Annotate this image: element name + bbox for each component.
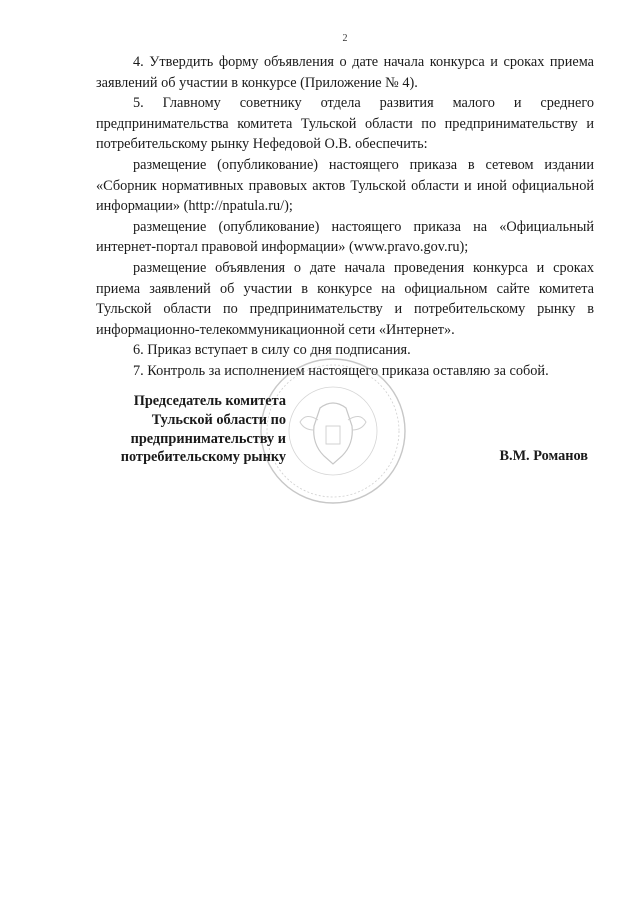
paragraph-publication-pravo: размещение (опубликование) настоящего приказа на «Официальный интернет-портал правовой информации» (www.pravo.gov.ru); bbox=[96, 218, 594, 256]
paragraph-item-4: 4. Утвердить форму объявления о дате начала конкурса и сроках приема заявлений об участии в конкурсе (Приложение № 4). bbox=[96, 54, 594, 91]
signer-name: В.М. Романов bbox=[499, 448, 588, 464]
signature-block bbox=[96, 388, 594, 508]
paragraph-item-7: 7. Контроль за исполнением настоящего приказа оставляю за собой. bbox=[133, 362, 549, 379]
page-number: 2 bbox=[342, 33, 348, 44]
document-body bbox=[96, 52, 594, 382]
paragraph-publication-website: размещение объявления о дате начала проведения конкурса и сроках приема заявлений об участии в конкурсе на официальном сайте комитета Тульской области по предпринимательству и потребительскому рынку в информационно-телекоммуникационной сети «Интернет». bbox=[96, 259, 594, 338]
signer-title-line: предпринимательству и bbox=[130, 430, 286, 447]
paragraph-item-5: 5. Главному советнику отдела развития малого и среднего предпринимательства комитета Тульской области по предпринимательству и потребительскому рынку Нефедовой О.В. обеспечить: bbox=[96, 95, 594, 153]
paragraph-publication-npatula: размещение (опубликование) настоящего приказа в сетевом издании «Сборник нормативных правовых актов Тульской области и иной официальной информации» (http://npatula.ru/); bbox=[96, 156, 594, 215]
paragraph-item-6: 6. Приказ вступает в силу со дня подписания. bbox=[133, 342, 411, 359]
signer-title-line: Председатель комитета bbox=[133, 393, 286, 409]
signer-title bbox=[96, 392, 286, 467]
signer-title-line: Тульской области по bbox=[151, 411, 286, 428]
signer-title-line: потребительскому рынку bbox=[120, 449, 286, 466]
